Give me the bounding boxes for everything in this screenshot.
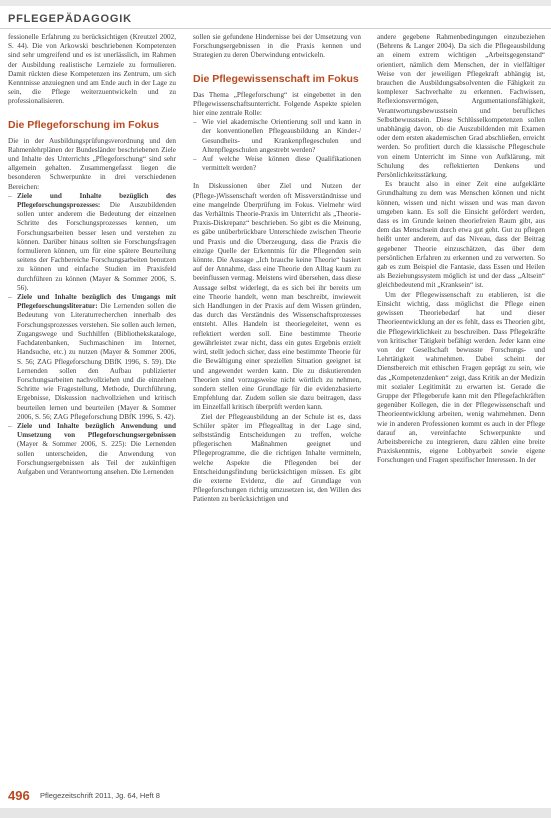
bullet-text: (Mayer & Sommer 2006, S. 225): Die Lernenden sollen unterscheiden, die Anwendung von Forschungsergebnissen als Teil der zukünftigen Aufgaben und Verantwortung ansehen. Die Lernenden	[17, 440, 176, 476]
bullet-lead: Ziele und Inhalte bezüglich des Pflegeforschungsprozesses:	[17, 191, 176, 210]
list-item	[8, 293, 176, 422]
bullet-list	[8, 192, 176, 477]
bullet-text: Die Auszubildenden sollen unter anderem die Bedeutung der einzelnen Schritte des Forschungsprozesses kennen, um Forschungsarbeiten besser lesen und verstehen zu können. Darüber hinaus sollten sie Forschungsfragen formulieren können, um für eine spätere Beurteilung seitens der Fachbereiche Forschungsarbeiten benutzen zu können und einfache Studien im Praxisfeld durchführen zu können (Mayer & Sommer 2006, S. 56).	[17, 201, 176, 292]
paragraph: Die in der Ausbildungsprüfungsverordnung und den Rahmenlehrplänen der Bundesländer beschriebenen Ziele und Inhalte des Unterrichts „Pflegeforschung“ sind sehr allgemein gehalten. Zusammengefasst liegen die besonderen Schwerpunkte in drei verschiedenen Bereichen:	[8, 136, 176, 191]
paragraph: Ziel der Pflegeausbildung an der Schule ist es, dass Schüler später im Pflegealltag in der Lage sind, selbstständig Entscheidungen zu treffen, welche pflegerischen Maßnahmen geeignet und Pflegeprogramme, die die richtigen Inhalte vermitteln, welche Aspekte die Pflegenden bei der Entscheidungsfindung berücksichtigen müssen. Es gibt die externe Evidenz, die auf Grundlage von Pflegeforschungen richtig umzusetzen ist, den Willen des Patienten zu berücksichtigen und	[193, 412, 361, 504]
bullet-lead: Ziele und Inhalte bezüglich Anwendung und Umsetzung von Pflegeforschungsergebnissen	[17, 421, 176, 440]
paragraph: In Diskussionen über Ziel und Nutzen der (Pflege-)Wissenschaft werden oft Missverständnisse und eine mangelnde Überprüfung im Fokus. Vielmehr wird das Verhältnis Theorie-Praxis im Unterricht als „Theorie-Praxis-Diskrepanz“ beschrieben. So gibt es die Meinung, es gäbe unüberbrückbare Unterschiede zwischen Theorie und Praxis und die Überzeugung, dass die Praxis die einzige Quelle der Erkenntnis für die Pflegenden sein könnte. Die Aussage „Ich brauche keine Theorie“ basiert auf der Annahme, dass eine Theorie den Alltag kaum zu beeinflussen vermag. Meistens wird übersehen, dass diese Aussage selbst widerlegt, da es sich bei ihr bereits um eine Theorie handelt, wenn man beschreibt, inwieweit sich Handlungen in der Praxis auf dem Wissen gründen, das durch das Verständnis des Wissenschaftsprozesses entsteht. Alles Handeln ist theoriegeleitet, wenn es reflektiert werden soll. Eine bestimmte Theorie gewährleistet zwar nicht, dass ein gutes Ergebnis erzielt wird, stellt jedoch sicher, dass eine bestimmte Theorie für die Bewältigung einer speziellen Situation geeignet ist und angewendet werden kann. Die zu diskutierenden Theorien sind vorzugsweise nicht wörtlich zu nehmen, sondern stellen eine Grundlage für die evidenzbasierte Empfehlung dar. Zudem sollen sie dazu beitragen, dass im Einzelfall kritisch überprüft werden kann.	[193, 182, 361, 412]
list-item: – Auf welche Weise können diese Qualifikationen vermittelt werden?	[193, 155, 361, 173]
paragraph: sollen sie gefundene Hindernisse bei der Umsetzung von Forschungsergebnissen in die Praxis kennen und Strategien zu deren Überwindung entwickeln.	[193, 33, 361, 60]
column-left	[8, 33, 176, 773]
paragraph: andere gegebene Rahmenbedingungen einzubeziehen (Behrens & Langer 2004). Da sich die Pflegeausbildung an einem extrem wichtigen „Arbeitsgegenstand“ orientiert, nämlich dem Menschen, der in vielfältiger Weise von der jeweiligen Pflegekraft abhängig ist, brauchen die Ausbildungsabsolventen die Fähigkeit zu komplexer Sachverhalte zu erkennen. Fachwissen, Reflexionsvermögen, Argumentationsfähigkeit, Verantwortungsbewusstsein und berufliches Selbstbewusstsein. Diese Schlüsselkompetenzen sollen unabhängig davon, ob die Auszubildenden mit Examen oder dem ersten akademischen Grad abschließen, erreicht werden. So profitiert durch die klassische Pflegeschule von einem Unterricht im Sinne von Aufklärung, mit Schulung des reflektierten Denkens und Persönlichkeitsstärkung.	[377, 33, 545, 180]
paragraph: fessionelle Erfahrung zu berücksichtigen (Kreutzel 2002, S. 44). Die von Arkowski beschriebenen Kompetenzen sind sehr umgreifend und es ist unerlässlich, im Rahmen der Ausbildung realistische Lernziele zu formulieren. Damit rückten diese Kompetenzen ins Zentrum, um sich Kenntnisse anzuiegnen und am Ende auch in der Lage zu sein, die Pflege weiterzuentwickeln und zu professionalisieren.	[8, 33, 176, 106]
header-bar	[0, 0, 551, 6]
page-number: 496	[8, 788, 30, 803]
paragraph: Es braucht also in einer Zeit eine aufgeklärte Grundhaltung zu dem was Menschen können und nicht können, wissen und nicht wissen und was man davon umgeben kann. Es soll die Einsicht gefördert werden, dass es im Grunde keinen theoriefreien Raum gibt, aus dem das Menschsein durch etwa gut geht. Gut zu pflegen heißt unter anderem, auf das Niveau, dass der Beitrag gegebener Theorie einzuschätzen, das über dem persönlichen Erfahren zu erkennen und zu verwerten. So gab es zum Beispiel die Fantasie, dass Essen und Heilen als Beziehungssystem möglich ist und der dass „Altsein“ gleichbedeutend mit „Kranksein“ ist.	[377, 180, 545, 290]
section-heading-pflegewissenschaft: Die Pflegewissenschaft im Fokus	[193, 72, 359, 85]
footer-bar	[0, 808, 551, 818]
list-item	[8, 422, 176, 477]
column-middle	[193, 33, 361, 773]
bullet-list	[193, 118, 361, 173]
page-header	[0, 0, 551, 30]
page-footer	[0, 782, 551, 818]
section-title: PFLEGEPÄDAGOGIK	[8, 13, 132, 25]
bullet-lead: Ziele und Inhalte bezüglich des Umgangs mit Pflegeforschungsliteratur:	[17, 293, 176, 311]
column-right	[377, 33, 545, 773]
bullet-text: Die Lernenden sollen die Bedeutung von Literaturrecherchen innerhalb des Forschungsprozesses verstehen. Sie sollen auch lernen, Zugangswege und Suchhilfen (Bibliothekskataloge, Fachdatenbanken, Suchmaschinen im Internet, Handsuche, etc.) zu nutzen (Mayer & Sommer 2006, S. 56; ZAG Pflegeforschung DBfK 1996, S. 59). Die Lernenden sollen den Aufbau publizierter Forschungsarbeiten nachvollziehen und die einzelnen Schritte wie Fragestellung, Methode, Durchführung, Ergebnisse, Diskussion nachvollziehen und kritisch beurteilen lernen und beurteilen (Mayer & Sommer 2006, S. 56; ZAG Pflegeforschung DBfK 1996, S. 42).	[17, 302, 176, 421]
journal-citation: Pflegezeitschrift 2011, Jg. 64, Heft 8	[40, 791, 160, 800]
header-rule	[0, 28, 551, 29]
paragraph: Um der Pflegewissenschaft zu etablieren, ist die Einsicht wichtig, dass möglichst die Pflege einen gewissen Theoriebedarf hat und dieser Theorieentwicklung an der es fehlt, dass es Theorien gibt, die Pflegewirklichkeit zu beschreiben. Dass Pflegekräfte von kritischer Tätigkeit befähigt werden. Jeder kann eine von der Gesellschaft bewusste Forschungs- und Lehrtätigkeit wahrnehmen. Dabei scheint der Dienstbereich mit ethischen Fragen geprägt zu sein, wie das „Kompetenzdenken“ zeigt, dass Kritik an der Medizin mit sozialer Legitimität zu erwarten ist. Gerade die Gruppe der Pflegeberufe kann mit den Pflegefachkräften gegenüber Kollegen, die in der Pflegewissenschaft und Theorieentwicklung arbeiten, wenig wahrnehmen. Denn wie in anderen Professionen kommt es auch in der Pflege darauf an, vereinfachte Schwerpunkte und Arbeitsbereiche zu integrieren, dazu zählen eine breite Praxiskenntnis, eigene Lobbyarbeit sowie eigene Forschungen und Fragen spezifischer Interessen. In der	[377, 290, 545, 465]
paragraph: Das Thema „Pflegeforschung“ ist eingebettet in den Pflegewissenschaftsunterricht. Folgende Aspekte spielen hier eine zentrale Rolle:	[193, 90, 361, 118]
list-item	[8, 192, 176, 293]
list-item: – Wie viel akademische Orientierung soll und kann in der konventionellen Pflegeausbildung an Kinder-/ Gesundheits- und Krankenpflegeschulen und Altenpflegeschulen angestrebt werden?	[193, 118, 361, 155]
section-heading-pflegeforschung: Die Pflegeforschung im Fokus	[8, 118, 160, 131]
